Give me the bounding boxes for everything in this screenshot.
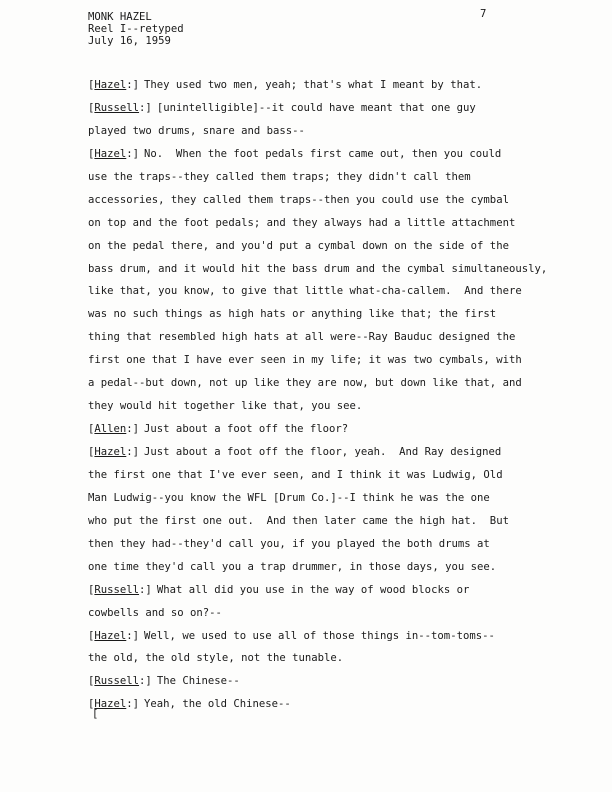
interview-date: July 16, 1959 [88,35,171,47]
utterance-text: first one that I have ever seen in my life; it was two cymbals, with [88,354,522,367]
speaker-name: Hazel [94,698,127,711]
transcript-line [88,212,588,235]
speaker-name: Hazel [94,79,127,91]
transcript-line [88,625,588,648]
speaker-label: [Hazel:] [88,79,140,91]
utterance-text: cowbells and so on?-- [88,606,222,619]
transcript-line [88,441,588,464]
speaker-label: [Hazel:] [88,629,140,642]
utterance-text: bass drum, and it would hit the bass drum and the cymbal simultaneously, [88,262,548,275]
transcript-line [88,349,588,372]
stray-bracket-mark: [ [92,708,99,720]
utterance-text: [unintelligible]--it could have meant that one guy [156,101,476,114]
speaker-label: [Russell:] [88,101,152,114]
speaker-label: [Hazel:] [88,698,140,711]
transcript-line [88,487,588,510]
speaker-label: [Hazel:] [88,446,140,458]
transcript-line [88,143,588,166]
speaker-name: Allen [94,423,127,436]
utterance-text: then they had--they'd call you, if you played the both drums at [88,537,490,550]
transcript-line [88,395,588,418]
transcript-line [88,464,588,487]
transcript-line [88,647,588,670]
utterance-text: They used two men, yeah; that's what I meant by that. [144,79,483,91]
utterance-text: on the pedal there, and you'd put a cymbal down on the side of the [88,239,509,252]
utterance-text: on top and the foot pedals; and they always had a little attachment [88,216,516,229]
transcript-line [88,533,588,556]
utterance-text: they would hit together like that, you see. [88,400,363,413]
utterance-text: The Chinese-- [156,675,240,688]
speaker-label: [Allen:] [88,423,140,436]
transcript-body [88,74,588,716]
transcript-line [88,556,588,579]
transcript-line [88,418,588,441]
speaker-name: Russell [94,583,140,596]
utterance-text: one time they'd call you a trap drummer, in those days, you see. [88,560,497,573]
speaker-label: [Russell:] [88,583,152,596]
page-number: 7 [480,8,487,20]
speaker-label: [Russell:] [88,675,152,688]
transcript-line [88,120,588,143]
utterance-text: Man Ludwig--you know the WFL [Drum Co.]--I think he was the one [88,491,490,504]
utterance-text: the first one that I've ever seen, and I think it was Ludwig, Old [88,468,503,481]
transcript-line [88,303,588,326]
utterance-text: What all did you use in the way of wood blocks or [156,583,470,596]
utterance-text: Just about a foot off the floor, yeah. And Ray designed [144,446,502,458]
interviewee-name: MONK HAZEL [88,11,152,23]
utterance-text: a pedal--but down, not up like they are now, but down like that, and [88,377,522,390]
transcript-line [88,280,588,303]
transcript-line [88,670,588,693]
utterance-text: played two drums, snare and bass-- [88,124,305,137]
transcript-line [88,693,588,716]
speaker-name: Hazel [94,446,127,458]
speaker-name: Russell [94,101,140,114]
speaker-name: Hazel [94,629,127,642]
utterance-text: thing that resembled high hats at all were--Ray Bauduc designed the [88,331,516,344]
transcript-line [88,510,588,533]
utterance-text: No. When the foot pedals first came out, then you could [144,147,502,160]
speaker-name: Hazel [94,147,127,160]
utterance-text: the old, the old style, not the tunable. [88,652,344,665]
transcript-line [88,189,588,212]
transcript-line [88,579,588,602]
transcript-line [88,258,588,281]
utterance-text: Well, we used to use all of those things in--tom-toms-- [144,629,495,642]
utterance-text: who put the first one out. And then later came the high hat. But [88,514,509,527]
utterance-text: was no such things as high hats or anything like that; the first [88,308,497,321]
transcript-line [88,372,588,395]
transcript-line [88,74,588,97]
utterance-text: like that, you know, to give that little what-cha-callem. And there [88,285,522,298]
utterance-text: Yeah, the old Chinese-- [144,698,291,711]
transcript-line [88,97,588,120]
page-header [88,11,184,47]
transcript-line [88,602,588,625]
utterance-text: use the traps--they called them traps; they didn't call them [88,170,471,183]
speaker-name: Russell [94,675,140,688]
transcript-line [88,166,588,189]
transcript-line [88,326,588,349]
transcript-line [88,235,588,258]
utterance-text: accessories, they called them traps--then you could use the cymbal [88,193,509,206]
reel-info: Reel I--retyped [88,23,184,35]
utterance-text: Just about a foot off the floor? [144,423,349,436]
speaker-label: [Hazel:] [88,147,140,160]
